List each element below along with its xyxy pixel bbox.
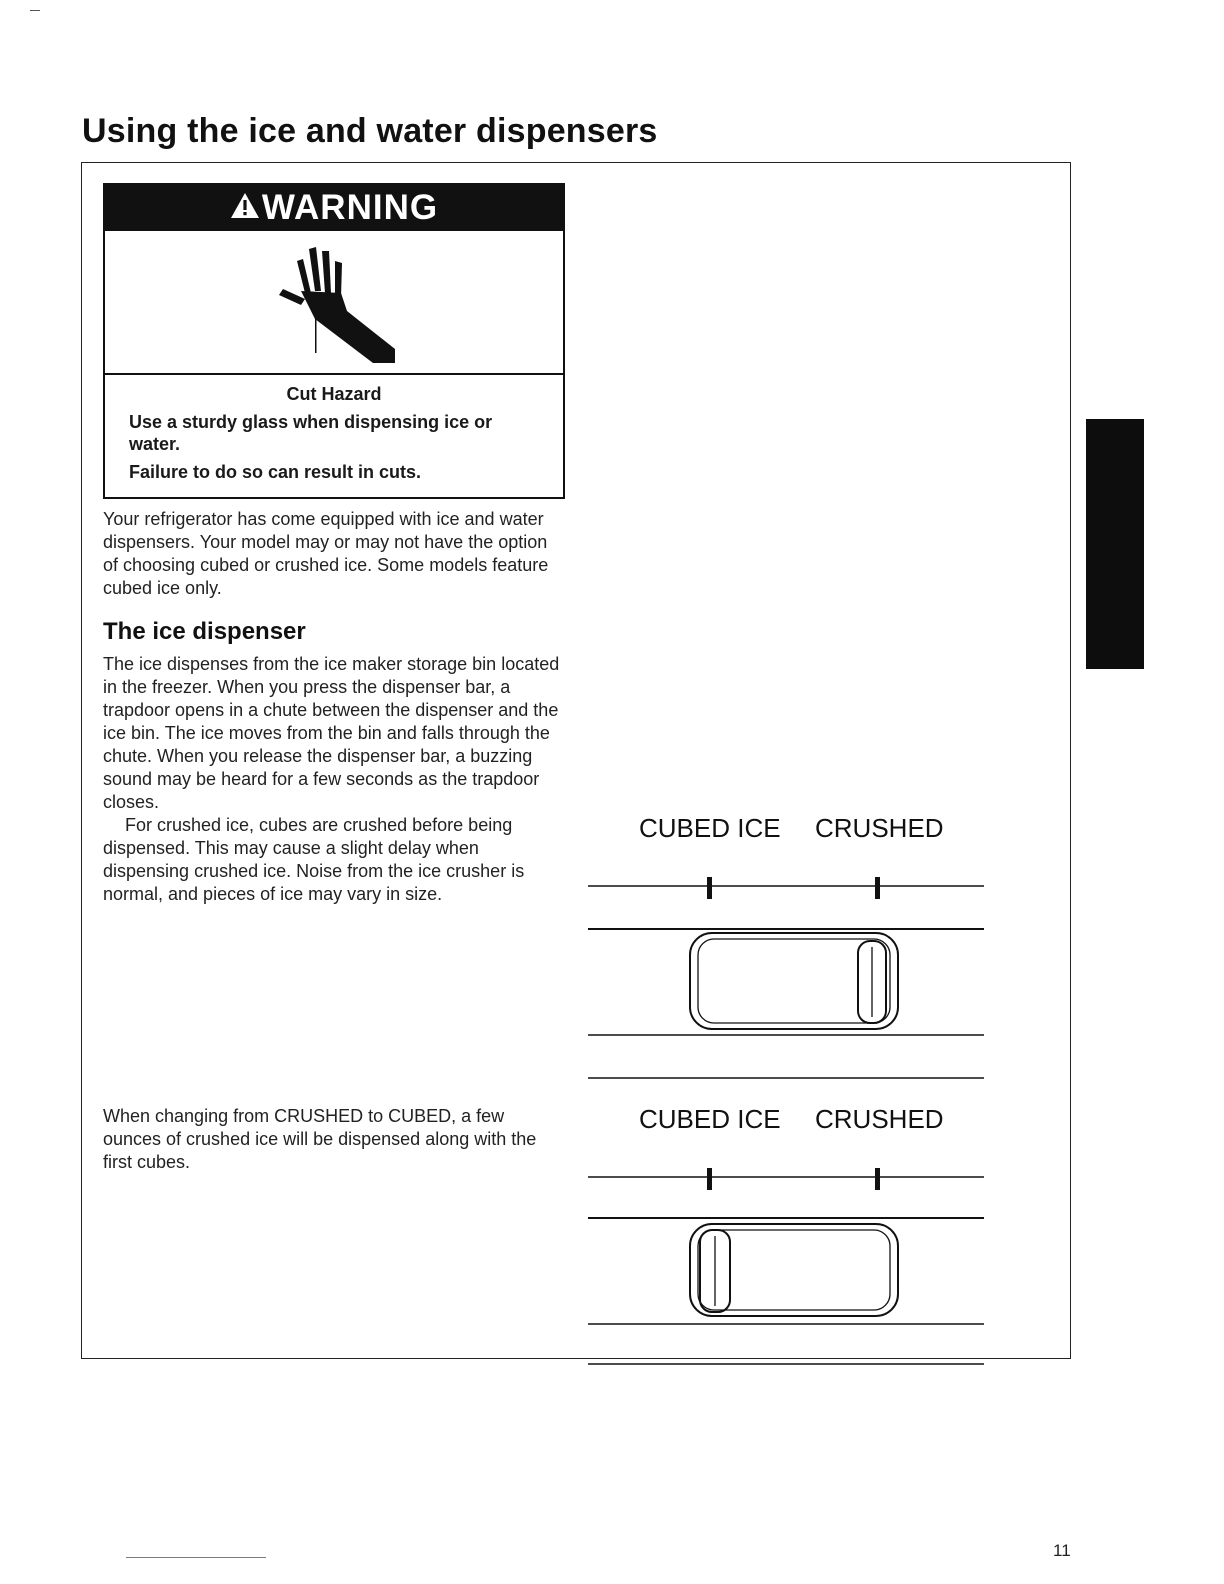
- warning-pictogram: [105, 231, 563, 375]
- warning-header: [105, 185, 563, 231]
- cubed-ice-label: CUBED ICE: [639, 1104, 781, 1134]
- cut-hand-icon: [275, 241, 405, 369]
- warning-box: [103, 183, 565, 499]
- scan-mark: [30, 10, 40, 11]
- warning-label: WARNING: [261, 188, 439, 227]
- crushed-label: CRUSHED: [815, 813, 944, 843]
- warning-consequence: Failure to do so can result in cuts.: [129, 462, 422, 482]
- section-heading: The ice dispenser: [103, 618, 306, 645]
- footer-link-underline: [126, 1557, 266, 1558]
- warning-instruction: Use a sturdy glass when dispensing ice or water.: [129, 412, 493, 454]
- hazard-name: Cut Hazard: [286, 384, 382, 404]
- crushed-label: CRUSHED: [815, 1104, 944, 1134]
- ice-selector-diagram-crushed: [588, 813, 984, 1086]
- section-tab: [1086, 419, 1144, 669]
- selector-switch-illustration: [588, 1136, 984, 1372]
- changing-mode-note: When changing from CRUSHED to CUBED, a few ounces of crushed ice will be dispensed along with the first cubes.: [103, 1106, 537, 1172]
- ice-dispenser-paragraph: The ice dispenses from the ice maker storage bin located in the freezer. When you press the dispenser bar, a trapdoor opens in a chute between the dispenser and the ice bin. The ice moves from the bin and falls through the chute. When you release the dispenser bar, a buzzing sound may be heard for a few seconds as the trapdoor closes.: [103, 654, 560, 812]
- cubed-ice-label: CUBED ICE: [639, 813, 781, 843]
- ice-selector-diagram-cubed: [588, 1104, 984, 1377]
- warning-triangle-icon: [230, 188, 260, 228]
- page-title: Using the ice and water dispensers: [82, 112, 658, 150]
- page-number: 11: [1053, 1541, 1071, 1560]
- intro-paragraph: Your refrigerator has come equipped with ice and water dispensers. Your model may or may not have the option of choosing cubed or crushed ice. Some models feature cubed ice only.: [103, 509, 549, 598]
- selector-switch-illustration: [588, 845, 984, 1081]
- crushed-ice-paragraph: For crushed ice, cubes are crushed before being dispensed. This may cause a slight delay when dispensing crushed ice. Noise from the ice crusher is normal, and pieces of ice may vary in size.: [103, 815, 525, 904]
